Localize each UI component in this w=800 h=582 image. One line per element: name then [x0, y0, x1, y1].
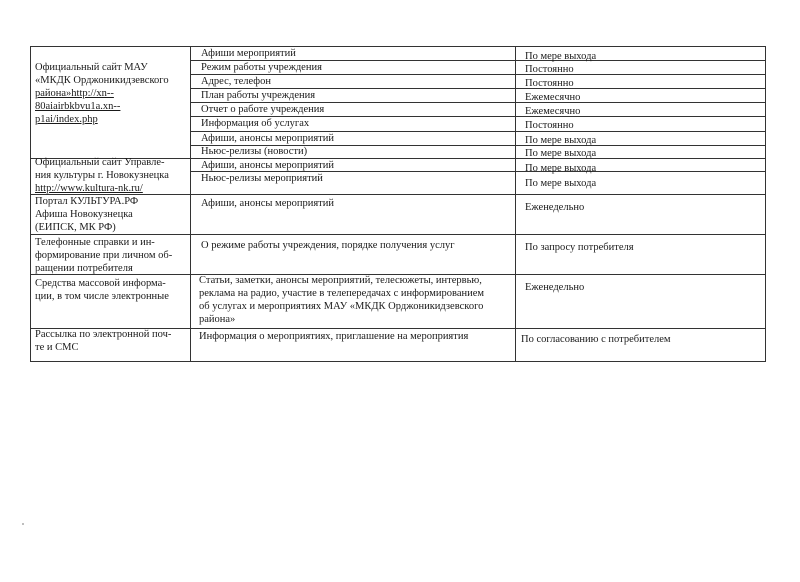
frequency-cell: Еженедельно	[525, 282, 585, 293]
content-cell	[201, 197, 334, 210]
source-link-line[interactable]: http://www.kultura-nk.ru/	[35, 183, 143, 194]
row-divider	[31, 234, 766, 235]
source-line: ращении потребителя	[35, 263, 133, 274]
source-cell	[35, 277, 169, 303]
source-line: ции, в том числе электронные	[35, 291, 169, 302]
frequency-cell: По мере выхода	[525, 163, 597, 174]
source-cell	[35, 156, 169, 195]
source-link-line[interactable]: 80aiairbkbvu1a.xn--	[35, 101, 121, 112]
source-cell	[35, 61, 169, 126]
frequency-cell: По мере выхода	[525, 135, 597, 146]
frequency-cell: По запросу потребителя	[525, 242, 634, 253]
info-table	[30, 46, 766, 362]
content-line: О режиме работы учреждения, порядке получения услуг	[201, 240, 455, 251]
content-cell: Ньюс-релизы (новости)	[201, 146, 308, 157]
content-cell: Режим работы учреждения	[201, 62, 322, 73]
source-line: Официальный сайт Управле-	[35, 157, 165, 168]
source-line: формирование при личном об-	[35, 250, 173, 261]
source-line: Официальный сайт МАУ	[35, 62, 148, 73]
source-line: (ЕИПСК, МК РФ)	[35, 222, 116, 233]
content-line: Афиши, анонсы мероприятий	[201, 198, 334, 209]
content-line: района»	[199, 314, 236, 325]
source-link-line[interactable]: района»http://xn--	[35, 88, 114, 99]
frequency-cell: Постоянно	[525, 78, 574, 89]
source-line: «МКДК Орджоникидзевского	[35, 75, 169, 86]
frequency-cell: Ежемесячно	[525, 92, 581, 103]
content-cell: План работы учреждения	[201, 90, 316, 101]
content-cell: Отчет о работе учреждения	[201, 104, 325, 115]
frequency-cell: Ежемесячно	[525, 106, 581, 117]
frequency-cell: Еженедельно	[525, 202, 585, 213]
content-cell	[201, 239, 455, 252]
source-line: Телефонные справки и ин-	[35, 237, 155, 248]
source-link-line[interactable]: p1ai/index.php	[35, 114, 98, 125]
content-cell: Информация об услугах	[201, 118, 310, 129]
source-line: Афиша Новокузнецка	[35, 209, 133, 220]
column-divider	[190, 47, 191, 361]
scan-speck	[22, 523, 24, 525]
source-line: Средства массовой информа-	[35, 278, 166, 289]
content-cell: Адрес, телефон	[201, 76, 271, 87]
source-line: те и СМС	[35, 342, 79, 353]
content-line: Статьи, заметки, анонсы мероприятий, телесюжеты, интервью,	[199, 275, 482, 286]
content-cell: Ньюс-релизы мероприятий	[201, 173, 323, 184]
content-line: реклама на радио, участие в телепередачах с информированием	[199, 288, 485, 299]
frequency-cell: Постоянно	[525, 64, 574, 75]
frequency-cell: Постоянно	[525, 120, 574, 131]
source-cell	[35, 236, 172, 275]
content-cell	[199, 330, 468, 343]
frequency-cell: По согласованию с потребителем	[521, 334, 671, 345]
content-line: об услугах и мероприятиях МАУ «МКДК Орджоникидзевского	[199, 301, 484, 312]
source-cell	[35, 195, 138, 234]
content-cell	[199, 274, 484, 326]
content-cell: Афиши, анонсы мероприятий	[201, 133, 334, 144]
source-line: Рассылка по электронной поч-	[35, 329, 172, 340]
column-divider	[515, 47, 516, 361]
frequency-cell: По мере выхода	[525, 51, 597, 62]
source-line: Портал КУЛЬТУРА.РФ	[35, 196, 139, 207]
content-cell: Афиши, анонсы мероприятий	[201, 160, 334, 171]
content-line: Информация о мероприятиях, приглашение на мероприятия	[199, 331, 469, 342]
row-divider	[190, 74, 766, 75]
source-cell	[35, 328, 171, 354]
content-cell: Афиши мероприятий	[201, 48, 296, 59]
frequency-cell: По мере выхода	[525, 178, 597, 189]
source-line: ния культуры г. Новокузнецка	[35, 170, 169, 181]
frequency-cell: По мере выхода	[525, 148, 597, 159]
